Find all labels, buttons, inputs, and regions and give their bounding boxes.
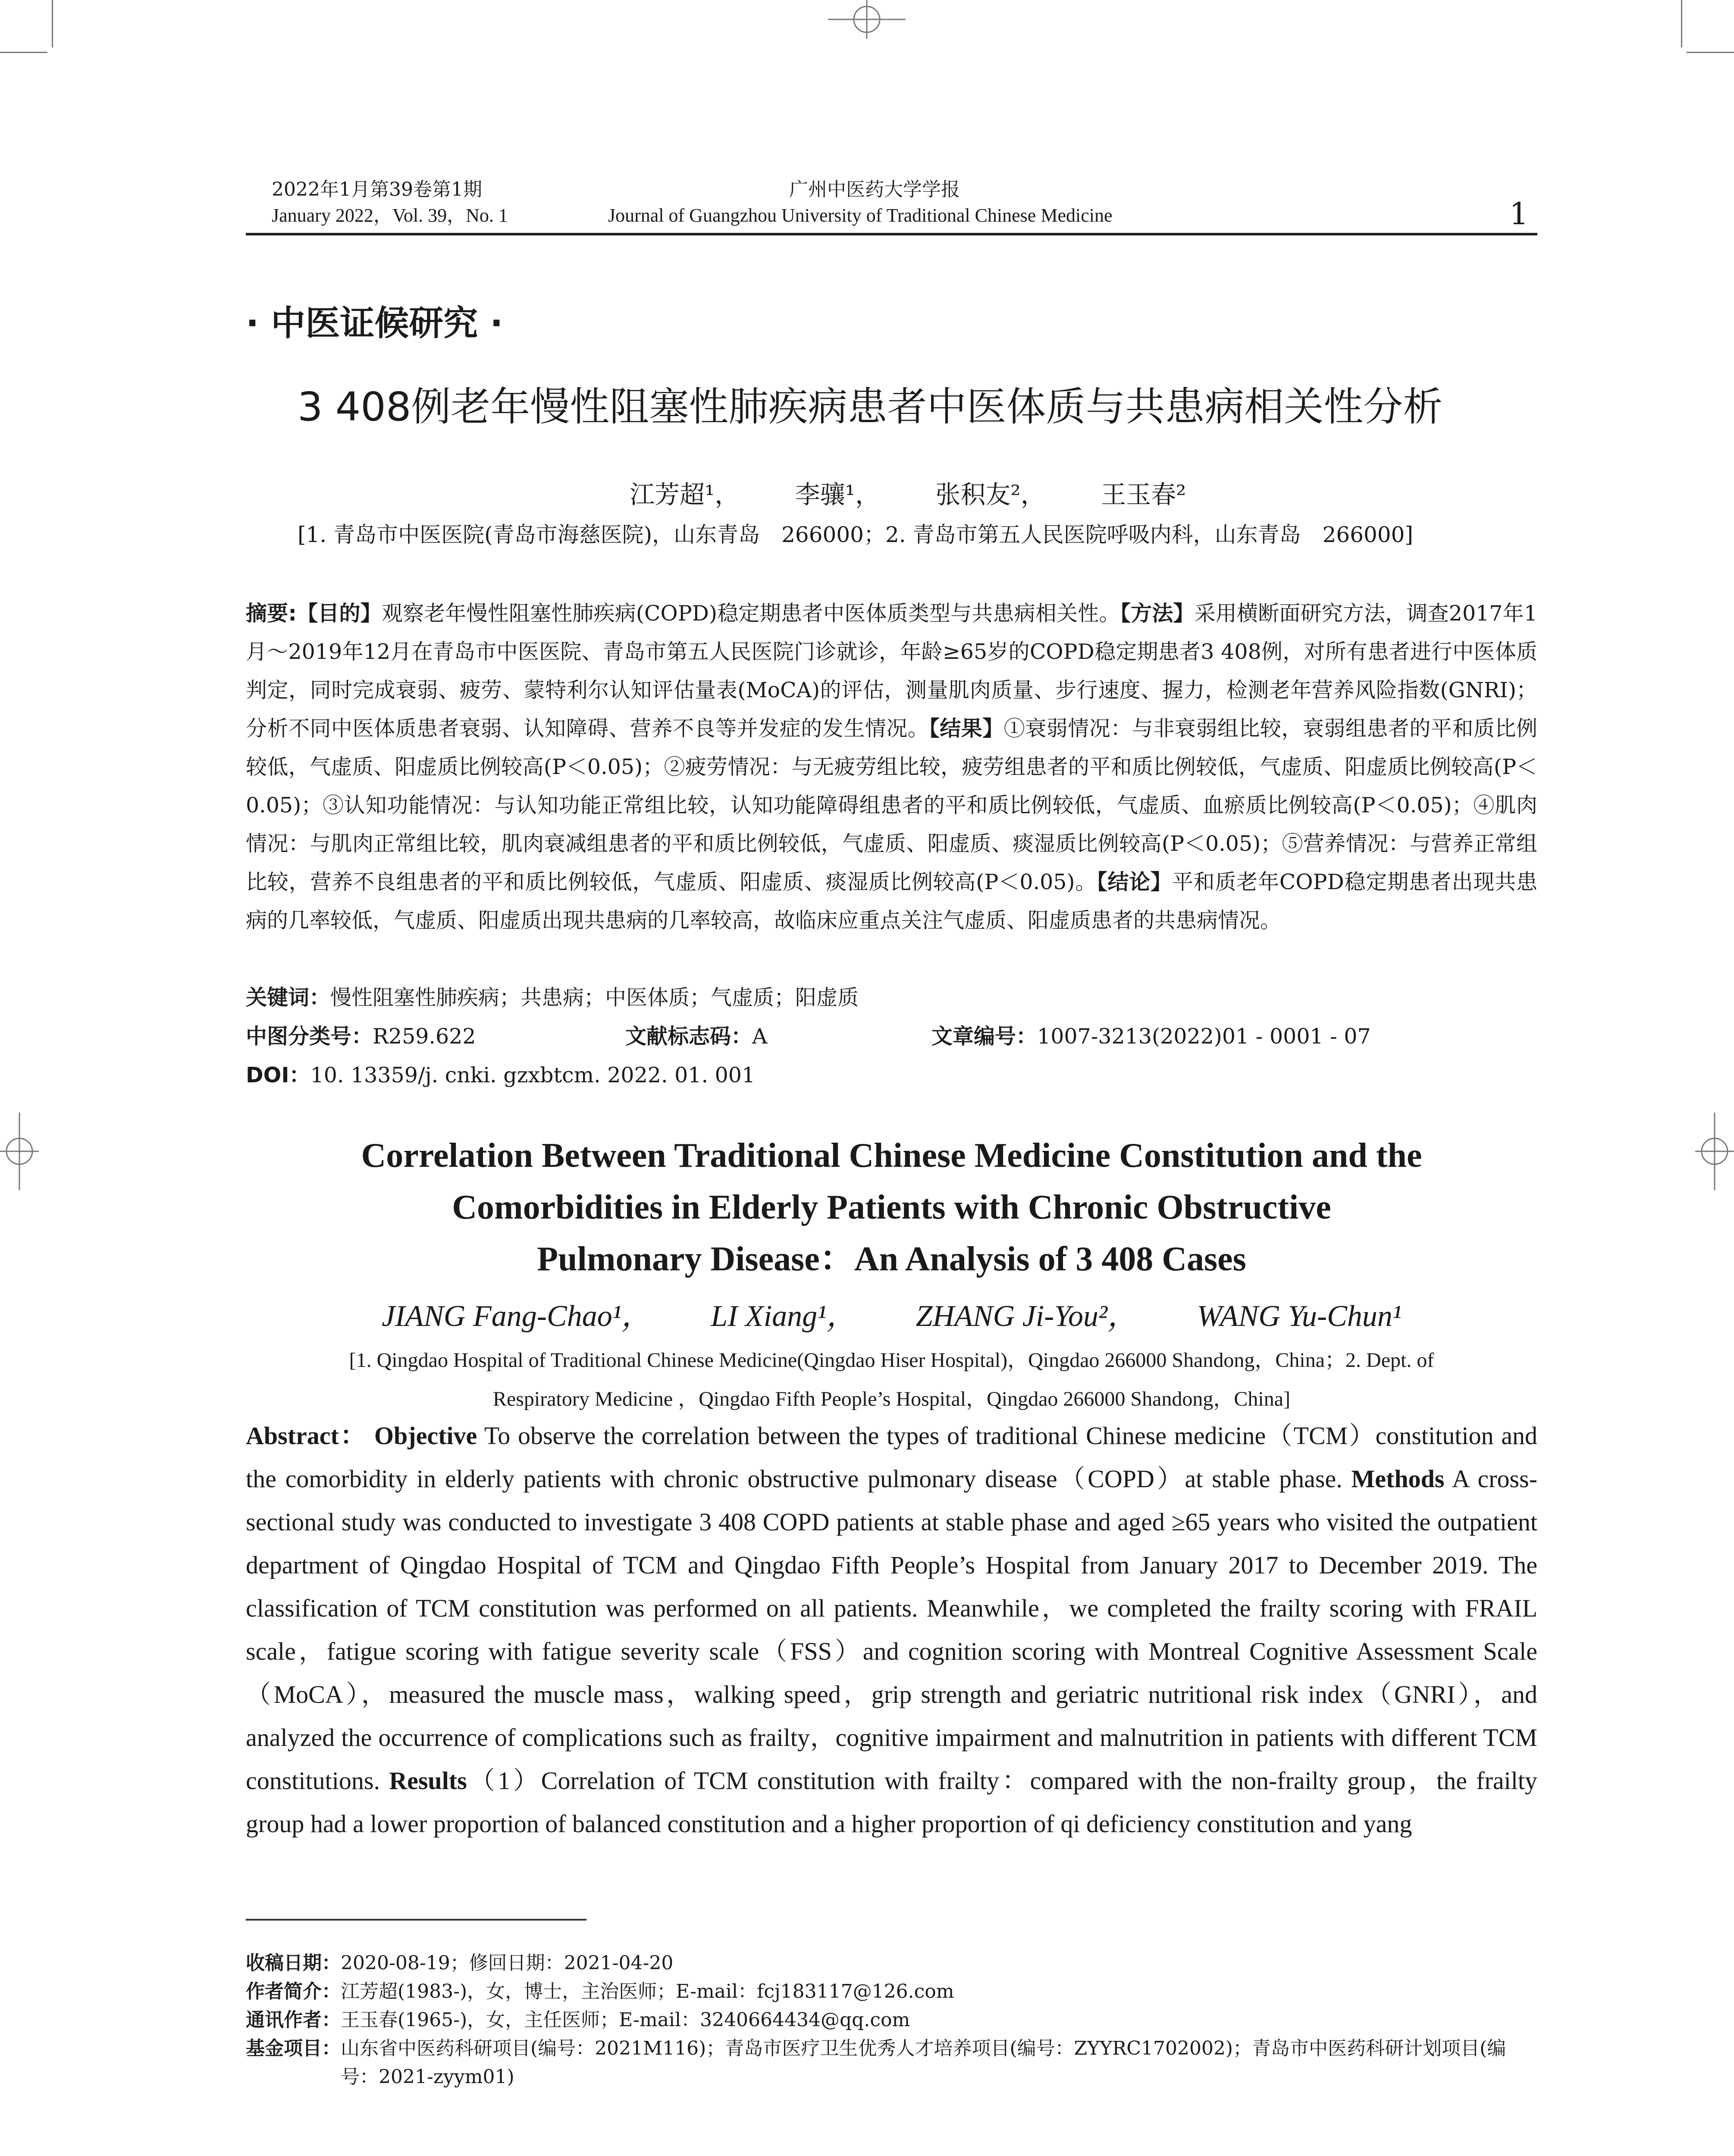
issue-en: January 2022，Vol. 39，No. 1 [272,205,508,226]
objective-label: 【目的】 [296,601,382,626]
affiliation-en-line: [1. Qingdao Hospital of Traditional Chinese Medicine(Qingdao Hiser Hospital)，Qingdao 266000 Shandong，China；2. Dept. of [349,1349,1434,1372]
page-number: 1 [1509,196,1529,232]
author-en: ZHANG Ji-You²， [916,1300,1138,1333]
footnote-label: 基金项目： [246,2037,341,2059]
footnote-value: 江芳超(1983-)，女，博士，主治医师；E-mail：fcj183117@126.com [341,1981,954,2002]
results-text: ①衰弱情况：与非衰弱组比较，衰弱组患者的平和质比例较低，气虚质、阳虚质比例较高(P＜0.05)；②疲劳情况：与无疲劳组比较，疲劳组患者的平和质比例较低，气虚质、阳虚质比例较高(P＜0.05)；③认知功能情况：与认知功能正常组比较，认知功能障碍组患者的平和质比例较低，气虚质、血瘀质比例较高(P＜0.05)；④肌肉情况：与肌肉正常组比较，肌肉衰减组患者的平和质比例较低，气虚质、阳虚质、痰湿质比例较高(P＜0.05)；⑤营养情况：与营养正常组比较，营养不良组患者的平和质比例较低，气虚质、阳虚质、痰湿质比例较高(P＜0.05)。 [246,716,1537,894]
title-en-line: Pulmonary Disease：An Analysis of 3 408 Cases [537,1240,1246,1278]
author-cn: 王玉春² [1101,480,1186,509]
footnotes [246,1949,1537,2091]
clc-label: 中图分类号： [246,1024,373,1049]
methods-label: 【方法】 [1120,601,1195,626]
methods-text: 采用横断面研究方法，调查2017年1月～2019年12月在青岛市中医医院、青岛市第五人民医院门诊就诊，年龄≥65岁的COPD稳定期患者3 408例，对所有患者进行中医体质判定，同时完成衰弱、疲劳、蒙特利尔认知评估量表(MoCA)的评估，测量肌肉质量、步行速度、握力，检测老年营养风险指数(GNRI)；分析不同中医体质患者衰弱、认知障碍、营养不良等并发症的发生情况。 [246,601,1537,741]
journal-title-cn: 广州中医药大学学报 [789,179,960,201]
footnote-value: 山东省中医药科研项目(编号：2021M116)；青岛市医疗卫生优秀人才培养项目(编号：ZYYRC1702002)；青岛市中医药科研计划项目(编号：2021-zyym01) [341,2037,1506,2088]
footnote-value: 王玉春(1965-)，女，主任医师；E-mail：3240664434@qq.com [341,2009,910,2031]
author-cn: 张积友²， [935,480,1046,509]
author-list-cn [630,474,1233,511]
crop-mark [0,52,47,53]
footnote-author [246,1977,1537,2006]
objective-en-text: To observe the correlation between the types of traditional Chinese medicine（TCM）constitution and the comorbidity in elderly patients with chronic obstructive pulmonary disease（COPD）at stable phase. [246,1422,1538,1493]
results-label: 【结果】 [929,716,1004,741]
classification-row [246,1020,1537,1050]
footnote-funding [246,2034,1537,2091]
methods-en-label: Methods [1351,1465,1445,1493]
author-cn: 江芳超¹， [630,480,740,509]
footnote-corresponding [246,2006,1537,2034]
crop-mark [1681,0,1682,47]
author-list-en [246,1291,1537,1335]
crop-mark [52,0,53,47]
abstract-en [246,1414,1537,1846]
results-en-text: （1）Correlation of TCM constitution with frailty：compared with the non-frailty group，the frailty group had a lower proportion of balanced constitution and a higher proportion of qi deficiency constitution and yang [246,1767,1537,1838]
registration-mark-icon [1695,1112,1734,1190]
title-en-line: Correlation Between Traditional Chinese Medicine Constitution and the [361,1137,1422,1175]
footnote-label: 收稿日期： [246,1952,341,1974]
author-cn: 李骧¹， [795,480,880,509]
title-en-line: Comorbidities in Elderly Patients with Chronic Obstructive [452,1188,1331,1226]
footnote-label: 通讯作者： [246,2009,341,2031]
crop-mark [1687,52,1734,53]
affiliation-en-line: Respiratory Medicine ，Qingdao Fifth People’s Hospital，Qingdao 266000 Shandong，China] [492,1388,1291,1410]
conclusion-label: 【结论】 [1097,870,1172,894]
doi [246,1059,755,1089]
section-label: · 中医证候研究 · [246,303,503,343]
conclusion-text: 平和质老年COPD稳定期患者出现共患病的几率较低，气虚质、阳虚质出现共患病的几率较高，故临床应重点关注气虚质、阳虚质患者的共患病情况。 [246,870,1537,933]
registration-mark-icon [828,0,906,39]
author-en: WANG Yu-Chun¹ [1197,1300,1402,1333]
article-title-en [246,1130,1537,1285]
footnote-label: 作者简介： [246,1981,341,2002]
abstract-en-label: Abstract： [246,1422,367,1450]
footnote-rule [246,1919,586,1921]
doi-value: 10. 13359/j. cnki. gzxbtcm. 2022. 01. 001 [310,1063,756,1087]
footnote-received [246,1949,1537,1977]
journal-title-en: Journal of Guangzhou University of Traditional Chinese Medicine [608,205,1113,226]
abstract-label: 摘要: [246,601,297,626]
clc-value: R259.622 [373,1024,476,1049]
article-no-value: 1007-3213(2022)01 - 0001 - 07 [1037,1024,1371,1049]
keywords [246,981,859,1011]
author-en: JIANG Fang-Chao¹， [382,1300,652,1333]
article-title-cn: 3 408例老年慢性阻塞性肺疾病患者中医体质与共患病相关性分析 [298,384,1443,430]
abstract-cn [246,594,1537,940]
issue-cn: 2022年1月第39卷第1期 [272,179,482,201]
affiliations-en [246,1341,1537,1419]
article-no-label: 文章编号： [931,1024,1038,1049]
methods-en-text: A cross-sectional study was conducted to investigate 3 408 COPD patients at stable phase and aged ≥65 years who visited the outpatient department of Qingdao Hospital of TCM and Qingdao Fifth People’s Hospital from January 2017 to December 2019. The classification of TCM constitution was performed on all patients. Meanwhile，we completed the frailty scoring with FRAIL scale，fatigue scoring with fatigue severity scale（FSS）and cognition scoring with Montreal Cognitive Assessment Scale（MoCA），measured the muscle mass，walking speed，grip strength and geriatric nutritional risk index（GNRI），and analyzed the occurrence of complications such as frailty，cognitive impairment and malnutrition in patients with different TCM constitutions. [246,1465,1537,1795]
keywords-value: 慢性阻塞性肺疾病；共患病；中医体质；气虚质；阳虚质 [330,985,859,1010]
author-en: LI Xiang¹， [711,1300,857,1333]
doi-label: DOI： [246,1063,310,1087]
results-en-label: Results [389,1767,467,1795]
objective-en-label: Objective [374,1422,477,1450]
doc-code-value: A [752,1024,768,1049]
footnote-value: 2020-08-19；修回日期：2021-04-20 [341,1952,674,1974]
header-rule [246,233,1537,235]
affiliations-cn: [1. 青岛市中医医院(青岛市海慈医院)，山东青岛 266000；2. 青岛市第五人民医院呼吸内科，山东青岛 266000] [298,522,1413,547]
doc-code-label: 文献标志码： [625,1024,753,1049]
keywords-label: 关键词： [246,985,331,1010]
objective-text: 观察老年慢性阻塞性肺疾病(COPD)稳定期患者中医体质类型与共患病相关性。 [381,601,1120,626]
registration-mark-icon [0,1112,39,1190]
